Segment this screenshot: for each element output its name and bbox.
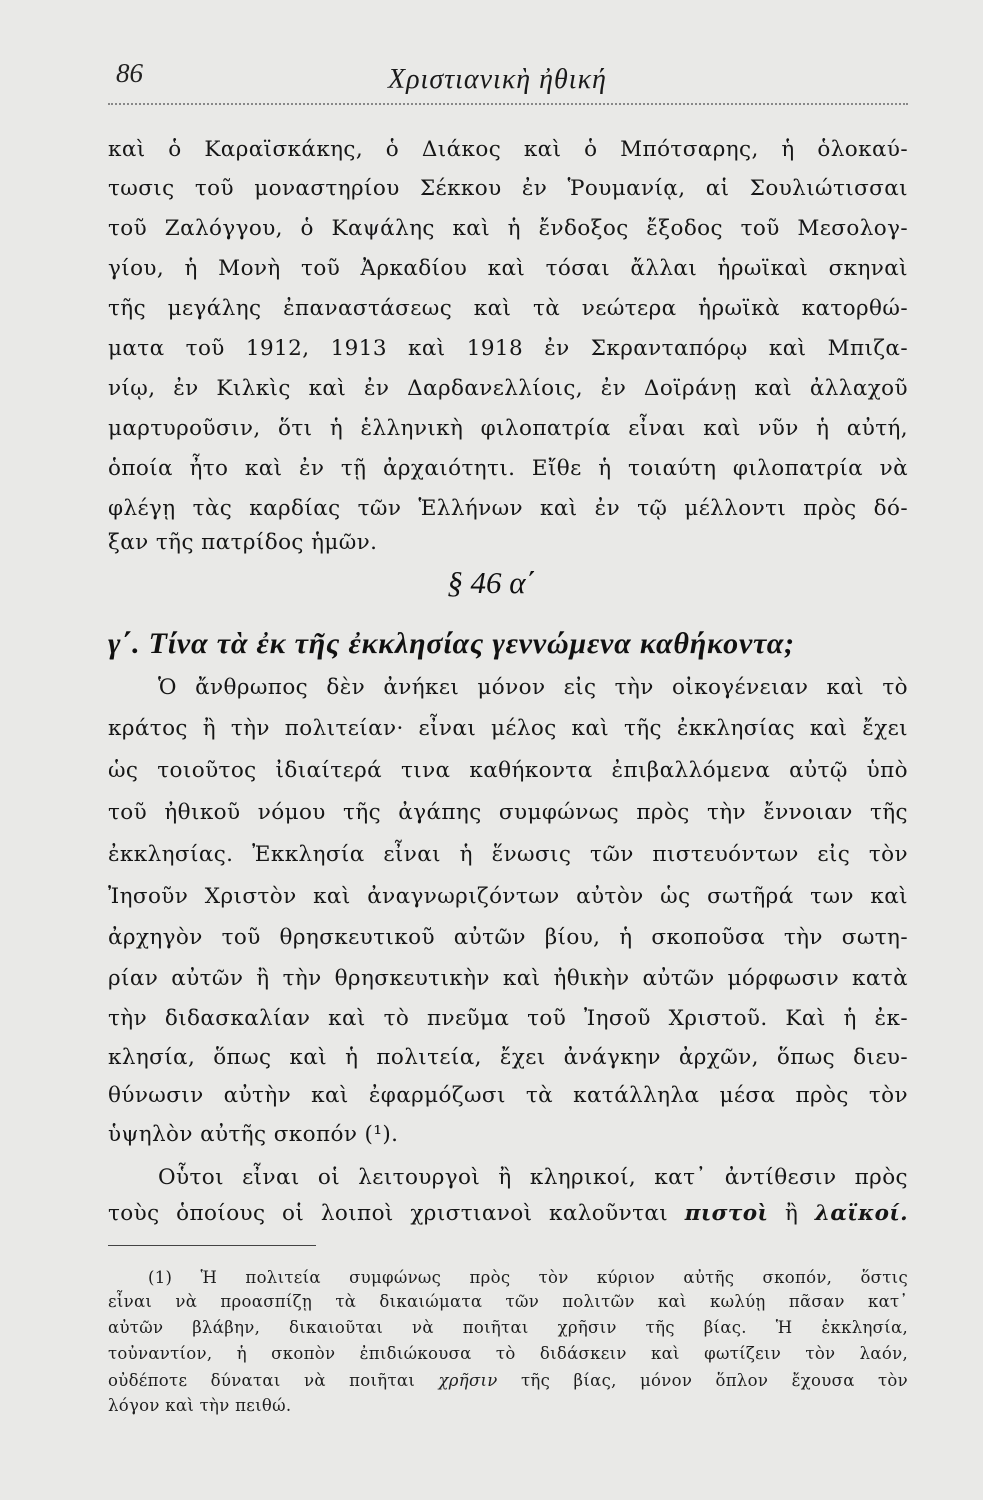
text-run: ἢ (768, 1201, 815, 1226)
text-line: τοῦ ἠθικοῦ νόμου τῆς ἀγάπης συμφώνως πρὸς τὴν ἔννοιαν τῆς (108, 800, 908, 825)
text-line: κράτος ἢ τὴν πολιτείαν· εἶναι μέλος καὶ τῆς ἐκκλησίας καὶ ἔχει (108, 716, 908, 741)
text-emphasis: χρῆσιν (438, 1371, 498, 1390)
text-line: Ἰησοῦν Χριστὸν καὶ ἀναγνωριζόντων αὐτὸν ὡς σωτῆρά των καὶ (108, 884, 908, 909)
text-line: ξαν τῆς πατρίδος ἡμῶν. (108, 530, 378, 555)
text-line: Ὁ ἄνθρωπος δὲν ἀνήκει μόνον εἰς τὴν οἰκογένειαν καὶ τὸ (158, 675, 908, 700)
page-number: 86 (116, 58, 143, 88)
text-line: γίου, ἡ Μονὴ τοῦ Ἀρκαδίου καὶ τόσαι ἄλλαι ἡρωϊκαὶ σκηναὶ (108, 256, 908, 281)
text-line: ρίαν αὐτῶν ἢ τὴν θρησκευτικὴν καὶ ἠθικὴν αὐτῶν μόρφωσιν κατὰ (108, 966, 908, 991)
running-title: Χριστιανικὴ ἠθική (388, 64, 607, 95)
text-line: ὑψηλὸν αὐτῆς σκοπόν (¹). (108, 1122, 399, 1147)
term-laity: λαϊκοί. (814, 1201, 909, 1226)
footnote-line (108, 1369, 908, 1393)
footnote-line: εἶναι νὰ προασπίζῃ τὰ δικαιώματα τῶν πολιτῶν καὶ κωλύῃ πᾶσαν κατ᾿ (108, 1292, 908, 1311)
term-faithful: πιστοὶ (684, 1201, 769, 1226)
text-line: Οὗτοι εἶναι οἱ λειτουργοὶ ἢ κληρικοί, κατ᾿ ἀντίθεσιν πρὸς (158, 1165, 908, 1190)
page-header (108, 58, 908, 98)
text-line: ἀρχηγὸν τοῦ θρησκευτικοῦ αὐτῶν βίου, ἡ σκοποῦσα τὴν σωτη- (108, 925, 908, 950)
text-line: τὴν διδασκαλίαν καὶ τὸ πνεῦμα τοῦ Ἰησοῦ Χριστοῦ. Καὶ ἡ ἐκ- (108, 1006, 908, 1031)
text-line: ἐκκλησίας. Ἐκκλησία εἶναι ἡ ἕνωσις τῶν πιστευόντων εἰς τὸν (108, 842, 908, 867)
text-line: θύνωσιν αὐτὴν καὶ ἐφαρμόζωσι τὰ κατάλληλα μέσα πρὸς τὸν (108, 1083, 908, 1108)
header-divider (108, 103, 908, 105)
text-line: τοῦ Ζαλόγγου, ὁ Καψάλης καὶ ἡ ἔνδοξος ἔξοδος τοῦ Μεσολογ- (108, 216, 908, 241)
footnote-line: τοὐναντίον, ἡ σκοπὸν ἐπιδιώκουσα τὸ διδάσκειν καὶ φωτίζειν τὸν λαόν, (108, 1344, 908, 1363)
text-run: τοὺς ὁποίους οἱ λοιποὶ χριστιανοὶ καλοῦνται (108, 1201, 685, 1226)
text-line: ὁποία ἦτο καὶ ἐν τῇ ἀρχαιότητι. Εἴθε ἡ τοιαύτη φιλοπατρία νὰ (108, 456, 908, 481)
text-line: νίῳ, ἐν Κιλκὶς καὶ ἐν Δαρδανελλίοις, ἐν Δοϊράνῃ καὶ ἀλλαχοῦ (108, 376, 908, 401)
text-line: κλησία, ὅπως καὶ ἡ πολιτεία, ἔχει ἀνάγκην ἀρχῶν, ὅπως διευ- (108, 1045, 908, 1070)
text-line: ὡς τοιοῦτος ἰδιαίτερά τινα καθήκοντα ἐπιβαλλόμενα αὐτῷ ὑπὸ (108, 758, 908, 783)
text-line: τωσις τοῦ μοναστηρίου Σέκκου ἐν Ῥουμανίᾳ, αἱ Σουλιώτισσαι (108, 176, 908, 201)
text-run: τῆς βίας, μόνον ὅπλον ἔχουσα τὸν (497, 1371, 908, 1390)
text-line: τῆς μεγάλης ἐπαναστάσεως καὶ τὰ νεώτερα ἡρωϊκὰ κατορθώ- (108, 296, 908, 321)
section-heading: § 46 α΄ (447, 565, 536, 600)
text-line: ματα τοῦ 1912, 1913 καὶ 1918 ἐν Σκρανταπόρῳ καὶ Μπιζα- (108, 336, 908, 361)
text-line (108, 1199, 908, 1229)
footnote-divider (108, 1245, 316, 1246)
question-heading: γ΄. Τίνα τὰ ἐκ τῆς ἐκκλησίας γεννώμενα καθήκοντα; (108, 627, 795, 660)
text-line: μαρτυροῦσιν, ὅτι ἡ ἑλληνικὴ φιλοπατρία εἶναι καὶ νῦν ἡ αὐτή, (108, 416, 908, 441)
text-line: φλέγῃ τὰς καρδίας τῶν Ἑλλήνων καὶ ἐν τῷ μέλλοντι πρὸς δό- (108, 496, 908, 521)
footnote-line: λόγον καὶ τὴν πειθώ. (108, 1396, 292, 1415)
text-line: καὶ ὁ Καραϊσκάκης, ὁ Διάκος καὶ ὁ Μπότσαρης, ἡ ὁλοκαύ- (108, 137, 908, 162)
text-run: οὐδέποτε δύναται νὰ ποιῆται (108, 1371, 439, 1390)
footnote-line: αὐτῶν βλάβην, δικαιοῦται νὰ ποιῆται χρῆσιν τῆς βίας. Ἡ ἐκκλησία, (108, 1318, 908, 1337)
footnote-line: (1) Ἡ πολιτεία συμφώνως πρὸς τὸν κύριον αὐτῆς σκοπόν, ὅστις (148, 1268, 908, 1287)
